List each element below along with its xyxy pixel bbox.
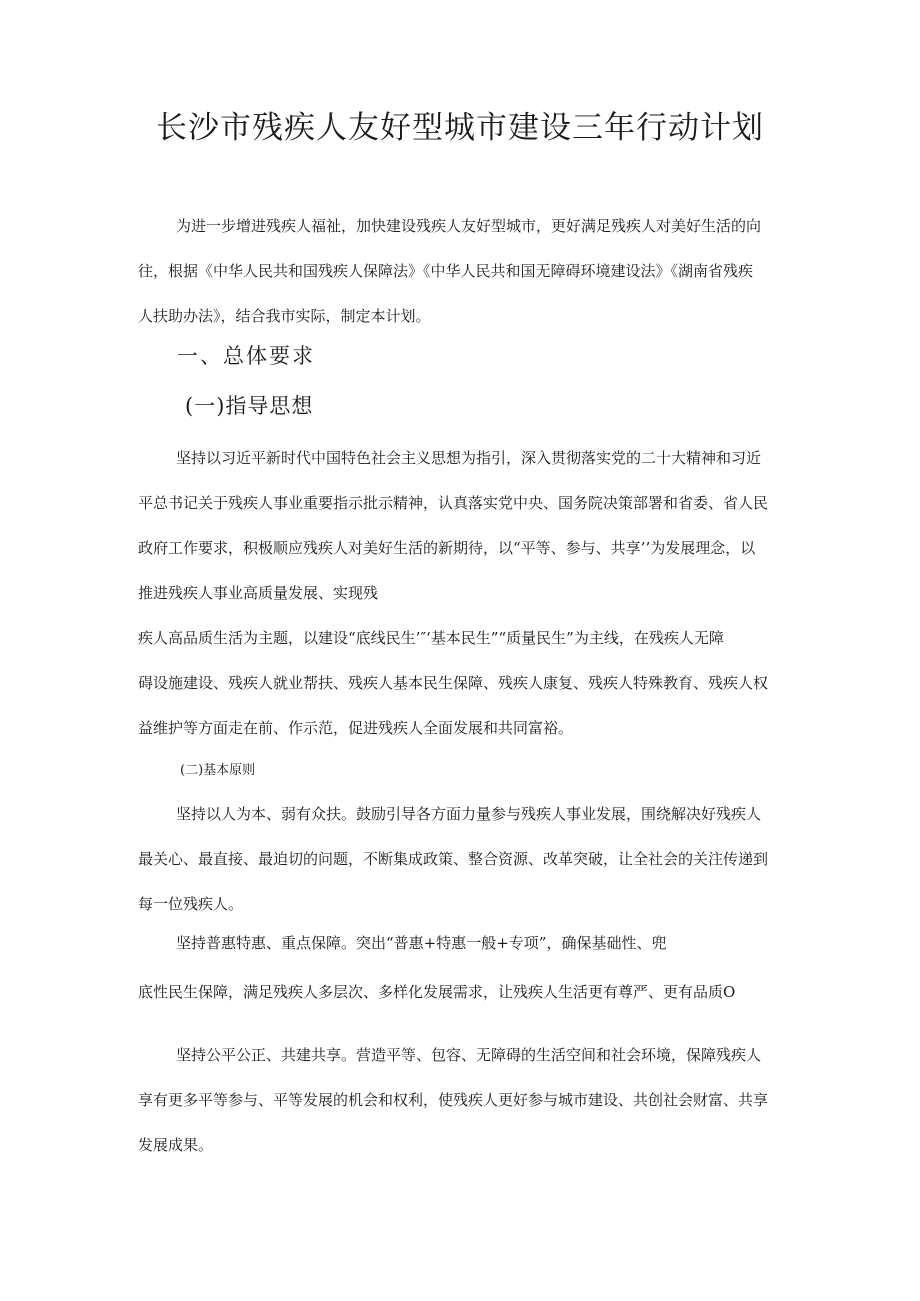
principle-line: 坚持普惠特惠、重点保障。突出“普惠+特惠一般+专项”，确保基础性、兜 — [176, 934, 667, 952]
principle-line: 每一位残疾人。 — [138, 895, 244, 913]
intro-line: 人扶助办法》，结合我市实际，制定本计划。 — [138, 307, 431, 325]
principle-paragraph-2-continued — [138, 970, 788, 1015]
guiding-line: 疾人高品质生活为主题，以建设“底线民生’″‘基本民生”“质量民生”为主线，在残疾人无障 — [138, 629, 724, 647]
guiding-line: 碍设施建设、残疾人就业帮扶、残疾人基本民生保障、残疾人康复、残疾人特殊教育、残疾人权 — [138, 674, 769, 692]
principle-line: 坚持公平公正、共建共享。营造平等、包容、无障碍的生活空间和社会环境，保障残疾人 — [176, 1046, 762, 1064]
principle-paragraph-2 — [138, 921, 788, 966]
principle-paragraph-1 — [138, 792, 788, 927]
intro-paragraph — [138, 204, 788, 339]
principle-line: 最关心、最直接、最迫切的问题，不断集成政策、整合资源、改革突破，让全社会的关注传递到 — [138, 850, 769, 868]
principle-line: 享有更多平等参与、平等发展的机会和权利，使残疾人更好参与城市建设、共创社会财富、共享 — [138, 1091, 769, 1109]
guiding-paragraph-1 — [138, 436, 788, 616]
principle-paragraph-3 — [138, 1033, 788, 1168]
document-title: 长沙市残疾人友好型城市建设三年行动计划 — [156, 110, 764, 146]
guiding-line: 平总书记关于残疾人事业重要指示批示精神，认真落实党中央、国务院决策部署和省委、省人民 — [138, 494, 769, 512]
guiding-line: 推进残疾人事业高质量发展、实现残 — [138, 584, 379, 602]
subsection-heading-basic-principles: (二)基本原则 — [180, 763, 256, 778]
guiding-line: 益维护等方面走在前、作示范，促进残疾人全面发展和共同富裕。 — [138, 719, 574, 737]
intro-line: 为进一步增进残疾人福祉，加快建设残疾人友好型城市，更好满足残疾人对美好生活的向 — [176, 217, 762, 235]
subsection-heading-guiding-thought: (一)指导思想 — [185, 394, 314, 418]
guiding-paragraph-2 — [138, 616, 788, 751]
intro-line: 往，根据《中华人民共和国残疾人保障法》《中华人民共和国无障碍环境建设法》《湖南省残疾 — [138, 262, 754, 280]
section-heading-general-requirements: 一、总体要求 — [177, 344, 315, 368]
guiding-line: 坚持以习近平新时代中国特色社会主义思想为指引，深入贯彻落实党的二十大精神和习近 — [176, 449, 762, 467]
guiding-line: 政府工作要求，积极顺应残疾人对美好生活的新期待，以“平等、参与、共享’’为发展理念，以 — [138, 539, 756, 557]
principle-line: 坚持以人为本、弱有众扶。鼓励引导各方面力量参与残疾人事业发展，围绕解决好残疾人 — [176, 805, 762, 823]
principle-line: 底性民生保障，满足残疾人多层次、多样化发展需求，让残疾人生活更有尊严、更有品质O — [138, 983, 736, 1001]
principle-line: 发展成果。 — [138, 1136, 214, 1154]
